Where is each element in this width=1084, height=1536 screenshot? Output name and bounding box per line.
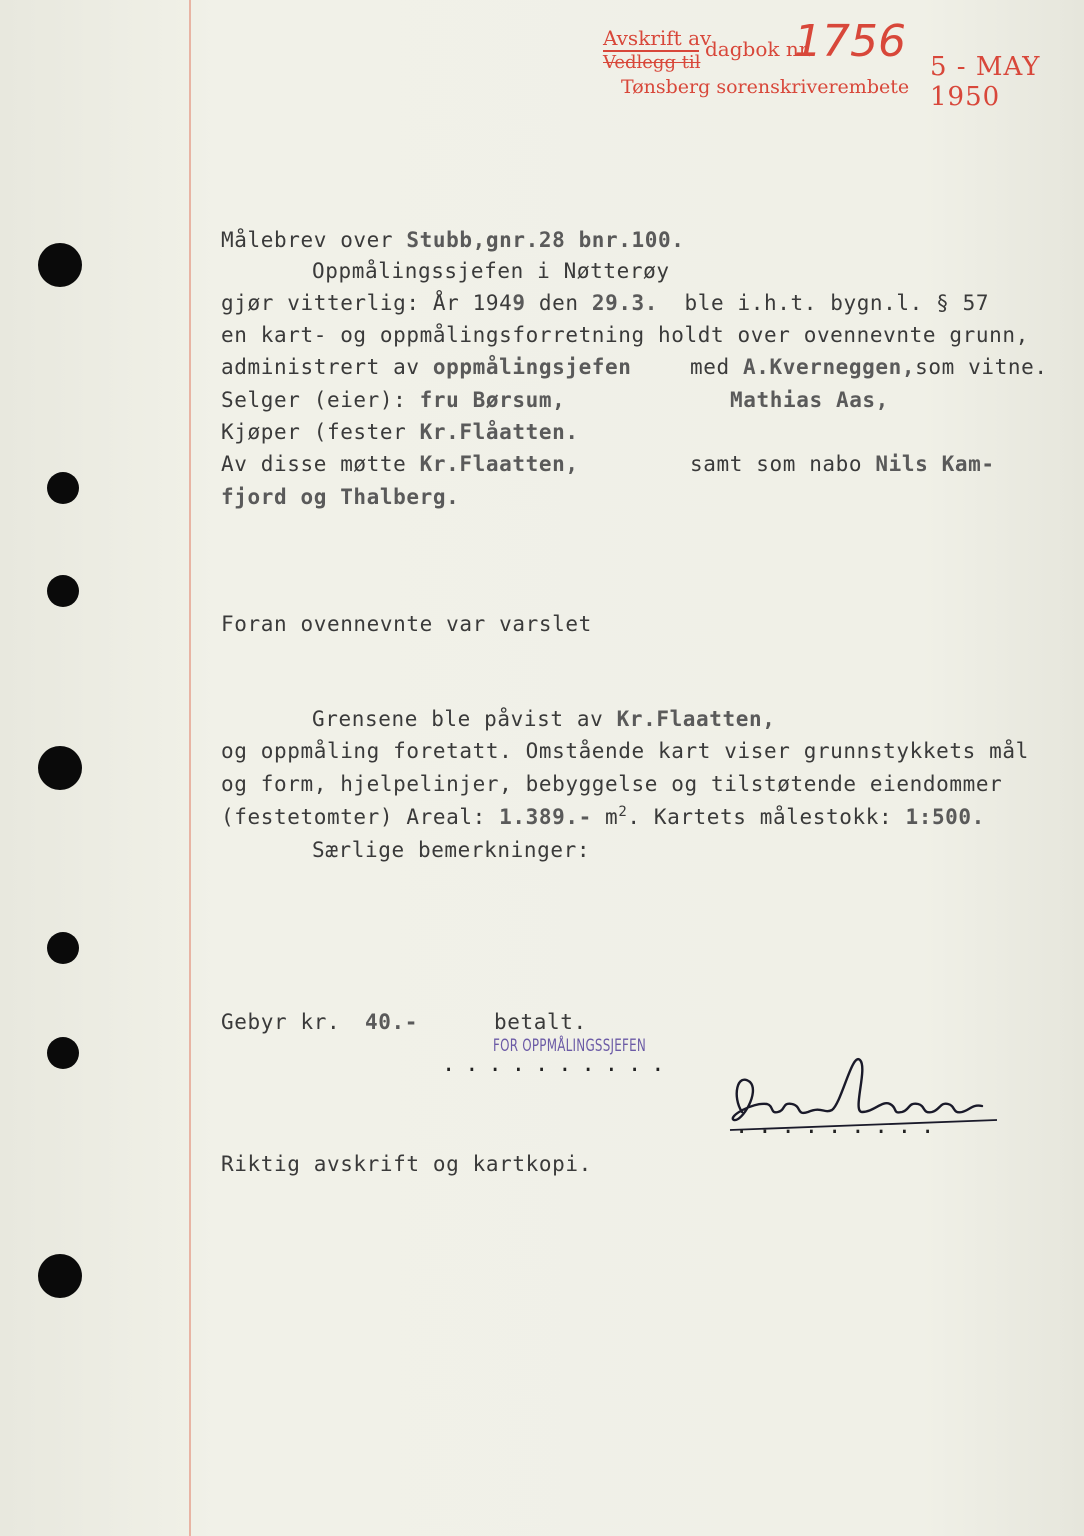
body-line: med A.Kverneggen,som vitne. (690, 355, 1048, 379)
fee-paid: betalt. (494, 1010, 587, 1034)
fee-label: Gebyr kr. (221, 1010, 341, 1034)
stamp-dagbok-number: 1756 (794, 16, 906, 67)
dotted-line: .......... (442, 1052, 675, 1077)
stamp-dagbok-label: dagbok nr. (705, 37, 813, 61)
body-line: (festetomter) Areal: 1.389.- $m^2$. Kartets målestokk: 1:500. (221, 804, 985, 829)
body-line: og oppmåling foretatt. Omstående kart viser grunnstykkets mål (221, 739, 1029, 763)
stamp-office: Tønsberg sorenskriverembete (621, 76, 910, 98)
body-line: administrert av oppmålingsjefen (221, 355, 632, 379)
punch-hole (47, 472, 79, 504)
body-line: fjord og Thalberg. (221, 485, 460, 509)
fee-value: 40.- (365, 1010, 418, 1034)
stamp-line-1: Avskrift av (603, 26, 712, 50)
body-line: en kart- og oppmålingsforretning holdt over ovennevnte grunn, (221, 323, 1029, 347)
punch-hole (47, 1037, 79, 1069)
body-line: gjør vitterlig: År 1949 den 29.3. ble i.h.t. bygn.l. § 57 (221, 291, 990, 315)
official-stamp: FOR OPPMÅLINGSSJEFEN (493, 1036, 647, 1056)
punch-hole (38, 746, 82, 790)
body-line: Særlige bemerkninger: (312, 838, 591, 862)
dotted-line: ......... (735, 1114, 945, 1139)
stamp-line-2: Vedlegg til (603, 52, 701, 73)
stamp-date: 5 - MAY 1950 (930, 52, 1041, 112)
margin-rule (189, 0, 191, 1536)
body-line: og form, hjelpelinjer, bebyggelse og tilstøtende eiendommer (221, 772, 1003, 796)
body-line: Foran ovennevnte var varslet (221, 612, 592, 636)
closing-line: Riktig avskrift og kartkopi. (221, 1152, 592, 1176)
body-line: Målebrev over Stubb,gnr.28 bnr.100. (221, 228, 685, 252)
punch-hole (38, 243, 82, 287)
body-line: Kjøper (fester Kr.Flåatten. (221, 420, 579, 444)
body-line: samt som nabo Nils Kam- (690, 452, 995, 476)
punch-hole (47, 575, 79, 607)
body-line: Oppmålingssjefen i Nøtterøy (312, 259, 670, 283)
body-line: Selger (eier): fru Børsum, (221, 388, 566, 412)
body-line: Grensene ble påvist av Kr.Flaatten, (312, 707, 776, 731)
punch-hole (38, 1254, 82, 1298)
body-line: Mathias Aas, (730, 388, 889, 412)
punch-hole (47, 932, 79, 964)
body-line: Av disse møtte Kr.Flaatten, (221, 452, 579, 476)
